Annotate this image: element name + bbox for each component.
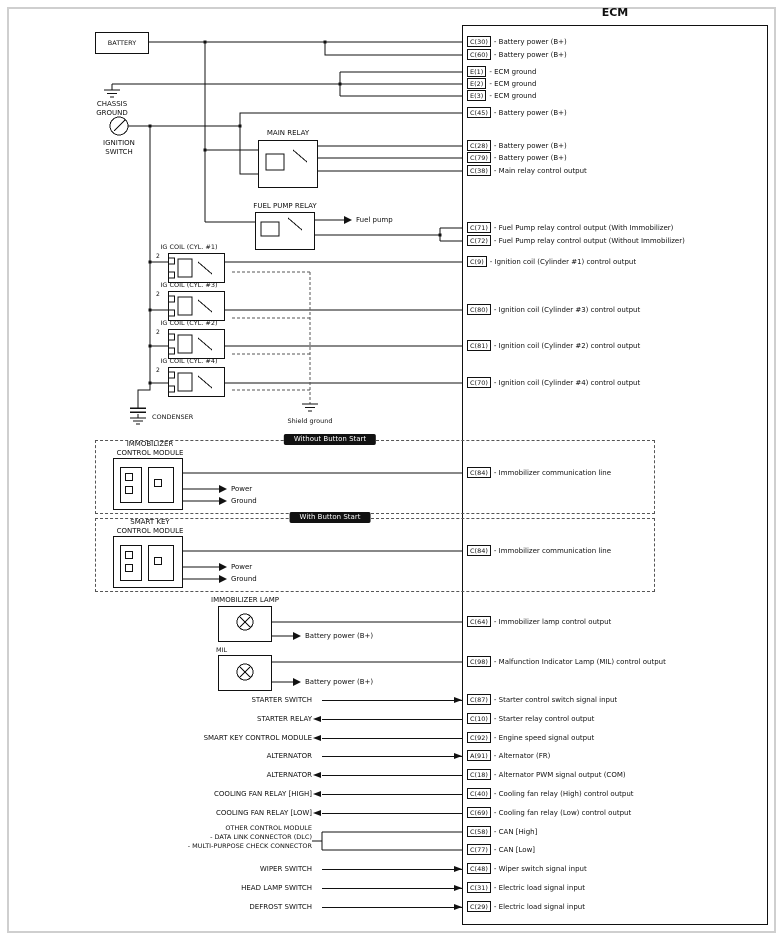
ecm-pin-description: - Alternator PWM signal output (COM): [494, 771, 626, 779]
ignition-switch-contact: [114, 120, 125, 131]
wire: [322, 813, 463, 814]
ecm-pin-connector: C(10): [467, 713, 491, 724]
ecm-pin-connector: C(60): [467, 49, 491, 60]
ecm-pin-description: - Engine speed signal output: [494, 734, 594, 742]
chassis-ground-icon: [104, 84, 120, 97]
wire: [322, 888, 463, 889]
ecm-pin-row: [467, 826, 537, 837]
chassis-ground-label: CHASSIS GROUND: [96, 100, 128, 117]
ecm-pin-description: - Immobilizer communication line: [494, 547, 611, 555]
other-control-module-label: OTHER CONTROL MODULE - DATA LINK CONNECTOR (DLC) - MULTI-PURPOSE CHECK CONNECTOR: [187, 824, 312, 850]
signal-label: STARTER SWITCH: [251, 696, 312, 704]
wire: [322, 794, 463, 795]
wire: [322, 738, 463, 739]
arrowhead-icon: [344, 216, 352, 224]
ecm-pin-connector: E(2): [467, 78, 486, 89]
connector-pin: [154, 479, 162, 487]
ecm-pin-row: [467, 340, 640, 351]
coil-pin-number: 2: [156, 253, 160, 260]
junction-dot: [148, 260, 151, 263]
arrowhead-icon: [293, 678, 301, 686]
ecm-pin-row: [467, 844, 535, 855]
ecm-pin-row: [467, 656, 666, 667]
ecm-pin-row: [467, 78, 536, 89]
ecm-pin-description: - Battery power (B+): [494, 51, 567, 59]
ecm-pin-row: [467, 750, 550, 761]
coil-label: IG COIL (CYL. #3): [160, 281, 218, 289]
ecm-pin-connector: C(30): [467, 36, 491, 47]
coil-label: IG COIL (CYL. #1): [160, 243, 218, 251]
immobilizer-module-label: IMMOBILIZER CONTROL MODULE: [116, 440, 184, 457]
power-label: Power: [231, 485, 253, 493]
connector-pin: [154, 557, 162, 565]
coil-pin-number: 2: [156, 367, 160, 374]
immobilizer-lamp-label: IMMOBILIZER LAMP: [211, 596, 279, 604]
arrowhead-icon: [313, 716, 321, 722]
ecm-pin-connector: C(18): [467, 769, 491, 780]
ecm-pin-connector: C(29): [467, 901, 491, 912]
ecm-pin-description: - Electric load signal input: [494, 903, 585, 911]
ecm-pin-description: - Immobilizer lamp control output: [494, 618, 611, 626]
ecm-pin-description: - ECM ground: [489, 80, 536, 88]
ecm-pin-connector: C(40): [467, 788, 491, 799]
ecm-pin-description: - Battery power (B+): [494, 38, 567, 46]
connector-pin: [125, 473, 133, 481]
ecm-pin-row: [467, 256, 636, 267]
ecm-pin-connector: C(71): [467, 222, 491, 233]
wire: [138, 126, 150, 408]
junction-dot: [338, 82, 341, 85]
ecm-pin-row: [467, 90, 536, 101]
wire: [322, 907, 463, 908]
fuel-pump-relay: [255, 212, 315, 250]
arrowhead-icon: [313, 772, 321, 778]
arrowhead-icon: [454, 753, 462, 759]
ignition-coil-2: [168, 329, 225, 359]
signal-label: ALTERNATOR: [266, 771, 312, 779]
connector-pin: [125, 486, 133, 494]
ecm-pin-description: - ECM ground: [489, 92, 536, 100]
mil-label: MIL: [216, 646, 228, 654]
ecm-pin-description: - Cooling fan relay (Low) control output: [494, 809, 631, 817]
ecm-pin-row: [467, 616, 611, 627]
signal-label: COOLING FAN RELAY [HIGH]: [214, 790, 312, 798]
signal-label: SMART KEY CONTROL MODULE: [203, 734, 312, 742]
ignition-switch-label: IGNITION SWITCH: [103, 139, 135, 156]
ecm-pin-connector: C(28): [467, 140, 491, 151]
ecm-title: ECM: [601, 6, 629, 19]
signal-label: WIPER SWITCH: [259, 865, 312, 873]
ecm-pin-row: [467, 467, 611, 478]
ecm-pin-connector: C(81): [467, 340, 491, 351]
ground-label: Ground: [231, 497, 257, 505]
ecm-pin-connector: C(87): [467, 694, 491, 705]
connector-pin: [125, 564, 133, 572]
arrowhead-icon: [454, 904, 462, 910]
ecm-pin-row: [467, 66, 536, 77]
shield-ground-label: Shield ground: [287, 417, 333, 425]
ecm-pin-description: - Alternator (FR): [494, 752, 551, 760]
ignition-coil-1: [168, 253, 225, 283]
section-header: Without Button Start: [284, 434, 376, 445]
mil-lamp: [218, 655, 272, 691]
junction-dot: [238, 124, 241, 127]
junction-dot: [203, 40, 206, 43]
smart-key-control-module: [113, 536, 183, 588]
signal-label: STARTER RELAY: [257, 715, 312, 723]
ecm-pin-connector: C(84): [467, 545, 491, 556]
signal-label: HEAD LAMP SWITCH: [241, 884, 312, 892]
ecm-pin-row: [467, 863, 587, 874]
ecm-pin-row: [467, 769, 626, 780]
ecm-pin-description: - Starter control switch signal input: [494, 696, 617, 704]
ecm-pin-connector: C(38): [467, 165, 491, 176]
arrowhead-icon: [313, 735, 321, 741]
battery-label: BATTERY: [107, 39, 137, 47]
ecm-pin-row: [467, 165, 587, 176]
ecm-pin-description: - Immobilizer communication line: [494, 469, 611, 477]
main-relay-label: MAIN RELAY: [266, 129, 310, 137]
arrowhead-icon: [454, 697, 462, 703]
ignition-coil-3: [168, 291, 225, 321]
condenser-ground-icon: [130, 414, 146, 424]
main-relay: [258, 140, 318, 188]
ecm-pin-description: - Fuel Pump relay control output (Without Immobilizer): [494, 237, 685, 245]
ecm-pin-row: [467, 377, 640, 388]
arrowhead-icon: [293, 632, 301, 640]
ecm-pin-connector: C(64): [467, 616, 491, 627]
ecm-pin-description: - Battery power (B+): [494, 142, 567, 150]
immobilizer-control-module: [113, 458, 183, 510]
ecm-pin-connector: C(77): [467, 844, 491, 855]
ecm-pin-connector: C(98): [467, 656, 491, 667]
ecm-pin-connector: C(48): [467, 863, 491, 874]
fuel-pump-relay-label: FUEL PUMP RELAY: [253, 202, 317, 210]
arrowhead-icon: [313, 791, 321, 797]
ecm-pin-connector: C(58): [467, 826, 491, 837]
ecm-pin-description: - Cooling fan relay (High) control output: [494, 790, 634, 798]
ecm-pin-connector: C(72): [467, 235, 491, 246]
ecm-pin-description: - Ignition coil (Cylinder #2) control output: [494, 342, 640, 350]
section-header: With Button Start: [290, 512, 371, 523]
shield-wires: [232, 272, 310, 404]
ecm-pin-row: [467, 152, 567, 163]
shield-ground-icon: [302, 404, 318, 411]
condenser-label: CONDENSER: [152, 413, 194, 421]
signal-label: DEFROST SWITCH: [249, 903, 312, 911]
signal-label: COOLING FAN RELAY [LOW]: [215, 809, 312, 817]
wire: [240, 113, 463, 126]
junction-dot: [438, 233, 441, 236]
wire: [322, 719, 463, 720]
power-label: Power: [231, 563, 253, 571]
ecm-pin-connector: C(31): [467, 882, 491, 893]
ecm-pin-description: - CAN [Low]: [494, 846, 535, 854]
junction-dot: [148, 381, 151, 384]
ecm-pin-description: - Wiper switch signal input: [494, 865, 587, 873]
ecm-pin-description: - Electric load signal input: [494, 884, 585, 892]
wire: [322, 869, 463, 870]
smart-key-module-label: SMART KEY CONTROL MODULE: [116, 518, 184, 535]
junction-dot: [148, 124, 151, 127]
ecm-pin-connector: C(9): [467, 256, 487, 267]
ecm-pin-description: - Fuel Pump relay control output (With Immobilizer): [494, 224, 673, 232]
coil-pin-number: 2: [156, 329, 160, 336]
ecm-pin-connector: E(1): [467, 66, 486, 77]
ecm-pin-row: [467, 901, 585, 912]
ecm-pin-connector: C(79): [467, 152, 491, 163]
ecm-pin-connector: C(69): [467, 807, 491, 818]
junction-dot: [148, 308, 151, 311]
ecm-pin-row: [467, 882, 585, 893]
ecm-pin-row: [467, 694, 617, 705]
junction-dot: [148, 344, 151, 347]
coil-label: IG COIL (CYL. #4): [160, 357, 218, 365]
ecm-pin-connector: C(92): [467, 732, 491, 743]
ecm-pin-row: [467, 36, 567, 47]
connector-pin: [125, 551, 133, 559]
fuel-pump-label: Fuel pump: [356, 216, 393, 224]
ecm-pin-description: - Main relay control output: [494, 167, 587, 175]
ignition-coil-4: [168, 367, 225, 397]
battery-power-label: Battery power (B+): [305, 632, 374, 640]
battery: [95, 32, 149, 54]
ecm-pin-description: - Battery power (B+): [494, 109, 567, 117]
arrowhead-icon: [313, 810, 321, 816]
ecm-pin-connector: C(70): [467, 377, 491, 388]
ecm-pin-row: [467, 222, 673, 233]
junction-dot: [203, 148, 206, 151]
ecm-pin-description: - ECM ground: [489, 68, 536, 76]
ecm-pin-description: - Malfunction Indicator Lamp (MIL) control output: [494, 658, 666, 666]
battery-power-label: Battery power (B+): [305, 678, 374, 686]
ecm-pin-connector: C(45): [467, 107, 491, 118]
ecm-pin-row: [467, 807, 631, 818]
immobilizer-lamp: [218, 606, 272, 642]
ecm-pin-row: [467, 545, 611, 556]
wire: [322, 700, 463, 701]
condenser-icon: [130, 408, 146, 412]
arrowhead-icon: [454, 866, 462, 872]
ecm-pin-connector: C(84): [467, 467, 491, 478]
wire: [322, 775, 463, 776]
ecm-pin-row: [467, 107, 567, 118]
ecm-pin-row: [467, 713, 594, 724]
ecm-pin-row: [467, 304, 640, 315]
ecm-pin-row: [467, 49, 567, 60]
coil-pin-number: 2: [156, 291, 160, 298]
ecm-pin-connector: A(91): [467, 750, 491, 761]
ecm-pin-row: [467, 140, 567, 151]
ecm-pin-description: - Ignition coil (Cylinder #4) control output: [494, 379, 640, 387]
wire: [322, 756, 463, 757]
coil-label: IG COIL (CYL. #2): [160, 319, 218, 327]
ecm-pin-connector: C(80): [467, 304, 491, 315]
signal-label: ALTERNATOR: [266, 752, 312, 760]
ground-label: Ground: [231, 575, 257, 583]
ecm-pin-description: - CAN [High]: [494, 828, 537, 836]
arrowhead-icon: [454, 885, 462, 891]
ecm-pin-connector: E(3): [467, 90, 486, 101]
ecm-pin-description: - Battery power (B+): [494, 154, 567, 162]
junction-dot: [323, 40, 326, 43]
ecm-pin-description: - Ignition coil (Cylinder #3) control output: [494, 306, 640, 314]
ecm-pin-row: [467, 732, 594, 743]
ecm-pin-row: [467, 788, 634, 799]
wire: [325, 42, 463, 55]
ecm-pin-row: [467, 235, 685, 246]
ecm-pin-description: - Starter relay control output: [494, 715, 595, 723]
ecm-pin-description: - Ignition coil (Cylinder #1) control output: [490, 258, 636, 266]
